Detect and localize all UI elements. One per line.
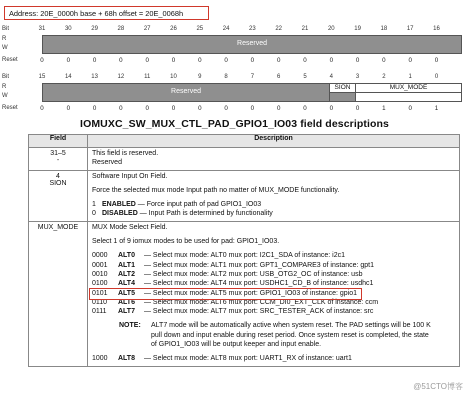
bit-number: 18 [380,26,388,32]
bit-number: 12 [117,74,125,80]
reset-value: 0 [66,105,71,112]
reset-value: 0 [198,105,202,112]
reset-value: 0 [40,57,44,64]
field-descriptions-table [28,134,460,367]
reset-value: 0 [119,57,123,64]
bit-number: 16 [433,26,440,32]
field-cell-reserved: 31–5 - [29,148,88,171]
alt-option: 1000 ALT8 — Select mux mode: ALT8 mux port: UART1_RX of instance: uart1 [92,355,352,363]
reset-value: 0 [355,105,360,112]
reset-value: 0 [171,105,176,112]
reset-value: 0 [224,105,228,112]
reset-value: 0 [145,57,149,64]
reset-value: 0 [92,105,97,112]
address-label: Address: 20E_0000h base + 68h offset = 20E_0068h [4,6,209,20]
bit-number: 1 [408,74,412,80]
bit-number: 6 [277,74,281,80]
bit-number: 10 [170,74,177,80]
reset-value: 0 [40,105,44,112]
bit-number: 11 [144,74,151,80]
bit-number: 24 [222,26,230,32]
alt-option: 0100 ALT4 — Select mux mode: ALT4 mux port: USDHC1_CD_B of instance: usdhc1 [92,280,374,288]
r-label: R [2,84,7,90]
bit-number: 26 [170,26,177,32]
field-cell-sion: 4 SION [29,170,88,221]
bit-number: 19 [354,26,361,32]
field-cell-mux-mode: MUX_MODE [29,221,88,366]
reset-value: 0 [224,57,228,64]
alt-option: 0000 ALT0 — Select mux mode: ALT0 mux port: I2C1_SDA of instance: i2c1 [92,252,345,260]
bit-number: 20 [327,26,335,32]
alt-option: 0110 ALT6 — Select mux mode: ALT6 mux port: CCM_DI0_EXT_CLK of instance: ccm [92,298,379,306]
bit-number: 31 [38,26,46,32]
reset-value: 0 [434,57,439,64]
note-line: of GPIO1_IO03 will be output keeper and input enable. [151,341,322,349]
reset-value: 0 [408,105,412,112]
table-row [29,170,460,221]
r-label: R [2,36,7,42]
table-header-row [29,135,460,148]
reset-value: 0 [329,57,334,64]
bit-number: 2 [382,74,386,80]
bit-number: 30 [64,26,72,32]
bit-number: 14 [64,74,72,80]
bit-number: 22 [275,26,283,32]
reset-value: 0 [198,57,202,64]
alt-option: 0010 ALT2 — Select mux mode: ALT2 mux port: USB_OTG2_OC of instance: usb [92,270,363,278]
bit-number: 29 [91,26,98,32]
reset-value: 0 [355,57,360,64]
alt-option: 0001 ALT1 — Select mux mode: ALT1 mux port: GPT1_COMPARE3 of instance: gpt1 [92,261,375,269]
bit-number: 28 [117,26,125,32]
mux-mode-field: MUX_MODE [355,83,462,93]
note-line: NOTE: ALT7 mode will be automatically active when system reset. The PAD settings will be 100 K [119,322,431,330]
reset-value: 0 [92,57,97,64]
reset-value: 0 [119,105,123,112]
w-label: W [2,93,8,99]
bit-number: 27 [143,26,151,32]
bit-number: 25 [196,26,204,32]
bit-number: 7 [250,74,255,80]
bit-number: 9 [198,74,202,80]
alt5-highlight-box [89,288,362,300]
reset-value: 0 [303,105,307,112]
reset-value: 0 [250,105,255,112]
reset-value: 0 [329,105,334,112]
reset-value: 0 [171,57,176,64]
bit-number: 13 [91,74,98,80]
bit-number: 3 [355,74,360,80]
bit-number: 23 [249,26,256,32]
reset-value: 0 [276,105,281,112]
reset-label: Reset [2,57,18,63]
reserved-field-upper: Reserved [42,35,462,54]
bit-number: 4 [329,74,333,80]
reset-value: 1 [382,105,386,112]
reset-value: 0 [145,105,149,112]
mux-mode-w-field [355,92,462,102]
description-cell-sion: Software Input On Field. Force the selected mux mode Input path no matter of MUX_MODE functionality. 1 ENABLED — Force input path of pad GPIO1_IO03 0 DISABLED — Input Path is determined by functionality [88,170,460,221]
note-line: pull down and input enable during reset period. Once system reset is completed, the state [151,331,429,339]
watermark: @51CTO博客 [413,382,463,391]
bit-number: 15 [38,74,46,80]
table-row [29,148,460,171]
header-field: Field [29,135,88,148]
header-description: Description [88,135,460,148]
sion-option-disabled: 0 DISABLED — Input Path is determined by functionality [92,210,273,218]
reserved-field-lower: Reserved [42,83,330,102]
alt-option: 0111 ALT7 — Select mux mode: ALT7 mux port: SRC_TESTER_ACK of instance: src [92,308,374,316]
bit-label: Bit [2,74,10,80]
bit-label: Bit [2,26,10,32]
description-cell-reserved: This field is reserved. Reserved [88,148,460,171]
sion-field: SION [329,83,356,93]
reset-value: 0 [408,57,412,64]
reset-value: 0 [276,57,281,64]
sion-w-field [329,92,356,102]
reset-value: 1 [434,105,439,112]
reset-value: 0 [382,57,386,64]
reset-value: 0 [250,57,255,64]
reset-value: 0 [66,57,71,64]
bit-number: 17 [406,26,414,32]
bit-number: 0 [434,74,439,80]
reset-label: Reset [2,105,18,111]
alt-option-highlighted: 0101 ALT5 — Select mux mode: ALT5 mux port: GPIO1_IO03 of instance: gpio1 [92,289,358,297]
reset-value: 0 [303,57,307,64]
description-cell-mux-mode: MUX Mode Select Field. Select 1 of 9 iomux modes to be used for pad: GPIO1_IO03. 0000 ALT0 — Select mux mode: ALT0 mux port: I2C1_SDA of instance: i2c1 0001 ALT1 — Select mux mode: ALT1 mux port: GPT1_COMPARE3 of instance: gpt1 0010 ALT2 — Select mux mode: ALT2 mux port: USB_OTG2_OC of instance: usb 0100 ALT4 — Select mux mode: ALT4 mux port: USDHC1_CD_B of instance: usdhc1 0101 ALT5 — Select mux mode: ALT5 mux port: GPIO1_IO03 of instance: gpio1 0110 ALT6 — Select mux mode: ALT6 mux port: CCM_DI0_EXT_CLK of instance: ccm 0111 ALT7 — Select mux mode: ALT7 mux port: SRC_TESTER_ACK of instance: src NOTE: ALT7 mode will be automatically active when system reset. The PAD settings will be 100 K pull down and input enable during reset period. Once system reset is completed, the state of GPIO1_IO03 will be output keeper and input enable. 1000 ALT8 — Select mux mode: ALT8 mux port: UART1_RX of instance: uart1 [88,221,460,366]
bit-number: 8 [224,74,228,80]
bit-number: 5 [303,74,307,80]
bit-number: 21 [301,26,309,32]
sion-option-enabled: 1 ENABLED — Force input path of pad GPIO1_IO03 [92,201,262,209]
table-title: IOMUXC_SW_MUX_CTL_PAD_GPIO1_IO03 field descriptions [80,118,389,130]
w-label: W [2,45,8,51]
